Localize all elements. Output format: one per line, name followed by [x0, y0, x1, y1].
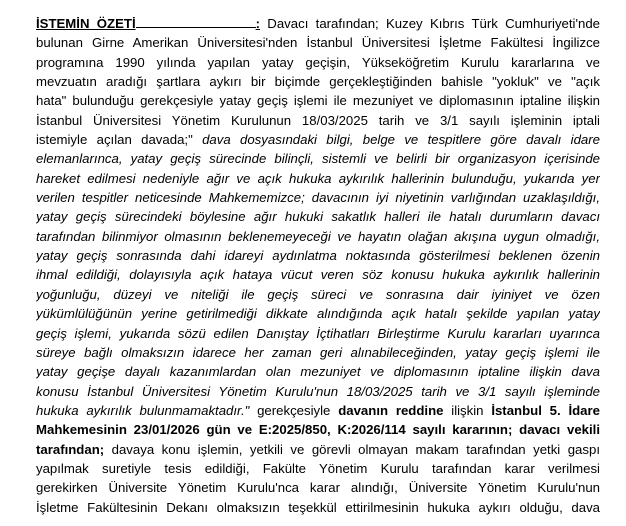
text-run: hareket edilmesi nedeniyle ağır ve açık hukuka aykırılık hallerinin bulunduğu, yukarıda yer	[36, 170, 600, 186]
paragraph-line	[36, 149, 600, 168]
paragraph-line	[36, 246, 600, 265]
paragraph-line	[36, 130, 600, 149]
text-run: İstanbul Üniversitesi Yönetim Kurulunun 18/03/2025 tarih ve 3/1 sayılı işleminin iptali	[36, 112, 600, 128]
paragraph-line	[36, 362, 600, 381]
paragraph-line	[36, 169, 600, 188]
paragraph-line	[36, 440, 600, 459]
summary-paragraph	[36, 14, 600, 517]
line-text	[260, 16, 600, 31]
paragraph-line	[36, 14, 600, 33]
paragraph-line	[36, 207, 600, 226]
text-run: konusu İstanbul Üniversitesi Yönetim Kurulu'nun 18/03/2025 tarih ve 3/1 sayılı işleminde	[36, 383, 600, 399]
text-run: Davacı tarafından; Kuzey Kıbrıs Türk Cumhuriyeti'nde	[260, 16, 600, 31]
heading-colon: :	[255, 16, 261, 31]
text-run: yatay geçiş sonrasında dahi idareyi aydınlatma noktasında gösterilmesi beklenen özenin	[36, 248, 600, 264]
paragraph-line	[36, 91, 600, 110]
text-run: davaya konu işlemin, yetkili ve görevli olmayan makam tarafından yetki gaspı	[104, 441, 600, 457]
paragraph-line	[36, 111, 600, 130]
heading-underline-fill	[136, 15, 256, 28]
text-run: yoğunluğu, düzeyi ve niteliği ile geçiş süreci ve sonrasına dair iyiniyet ve özen	[36, 286, 600, 302]
paragraph-line	[36, 420, 600, 439]
text-run: davanın reddine	[338, 402, 444, 418]
paragraph-line	[36, 304, 600, 323]
text-run: elemanlarınca, yatay geçiş sürecinde bilinçli, sistemli ve belirli bir organizasyon içerisinde	[36, 151, 600, 167]
text-run: yapılmak suretiyle tesis edildiği, Fakülte Yönetim Kurulu tarafından karar verilmesi	[36, 460, 600, 476]
paragraph-line	[36, 459, 600, 478]
paragraph-line	[36, 285, 600, 304]
text-run: yükümlülüğünün yerine getirilmediği dikkate alındığında açık hatalı şekilde yapılan yatay	[36, 306, 600, 322]
text-run: hata" bulunduğu gerekçesiyle yatay geçiş işlemi ile mezuniyet ve diplomasının iptaline ilişkin	[36, 93, 600, 109]
document-page	[36, 14, 600, 517]
text-run: ihmal edildiği, dolayısıyla açık hataya vücut veren söz konusu hukuka aykırılık hallerinin	[36, 267, 600, 283]
paragraph-line	[36, 478, 600, 497]
text-run: yatay geçiş sürecindeki böylesine ağır hukuki sakatlık halleri ile hatalı durumların davacı	[36, 209, 600, 225]
text-run: mevzuatın aradığı şartlara aykırı bir biçimde gerçekleştiğinden bahisle "yokluk" ve "açık	[36, 74, 600, 90]
text-run: gerekirken Üniversite Yönetim Kurulu'nca karar alındığı, Üniversite Yönetim Kurulu'nun	[36, 480, 600, 496]
section-heading	[36, 16, 260, 31]
paragraph-line	[36, 53, 600, 72]
paragraph-line	[36, 343, 600, 362]
text-run: yatay geçişe dayalı kazanımlardan olan mezuniyet ve diplomasının iptaline ilişkin dava	[36, 364, 600, 380]
text-run: İstanbul 5. İdare	[491, 402, 600, 418]
text-run: hukuka aykırılık bulunmamaktadır."	[36, 402, 250, 418]
text-run: süreye bağlı olmaksızın idarece her zaman geri alınabileceğinden, yatay geçiş işlemi ile	[36, 344, 600, 360]
text-run: bulunan Girne Amerikan Üniversitesi'nden İstanbul Üniversitesi İşletme Fakültesi İngilizce	[36, 35, 600, 51]
paragraph-line	[36, 265, 600, 284]
text-run: programına 1990 yılında yapılan yatay geçişin, Yükseköğretim Kurulu kararlarına ve	[36, 54, 600, 70]
text-run: tarafından;	[36, 441, 105, 457]
text-run: dava dosyasındaki bilgi, belge ve tespitlere göre davalı idare	[202, 132, 600, 148]
text-run: ilişkin	[443, 402, 492, 418]
paragraph-line	[36, 72, 600, 91]
paragraph-line	[36, 401, 600, 420]
paragraph-line	[36, 382, 600, 401]
text-run: istemiyle açılan davada;"	[36, 132, 203, 148]
paragraph-line	[36, 188, 600, 207]
text-run: tarafından bilinmiyor olmasının beklenemeyeceği ve hayatın olağan akışına uygun olmadığı,	[36, 228, 600, 244]
text-run: İşletme Fakültesinin Dekanı olmaksızın teşekkül ettirilmesinin hukuka aykırı olduğu, dava	[36, 499, 600, 515]
text-run: geçiş işlemi, yukarıda sözü edilen Danıştay İçtihatları Birleştirme Kurulu kararları uyarınca	[36, 325, 600, 341]
paragraph-line	[36, 324, 600, 343]
paragraph-line	[36, 498, 600, 517]
paragraph-line	[36, 227, 600, 246]
text-run: Mahkemesinin 23/01/2026 gün ve E:2025/850, K:2026/114 sayılı kararının; davacı vekili	[36, 422, 600, 438]
text-run: gerekçesiyle	[249, 402, 339, 418]
text-run: verilen tespitler neticesinde Mahkememizce; davacının iyi niyetinin varlığından uzaklaşıldığı,	[36, 190, 600, 206]
paragraph-line	[36, 33, 600, 52]
heading-text: İSTEMİN ÖZETİ	[36, 16, 136, 31]
